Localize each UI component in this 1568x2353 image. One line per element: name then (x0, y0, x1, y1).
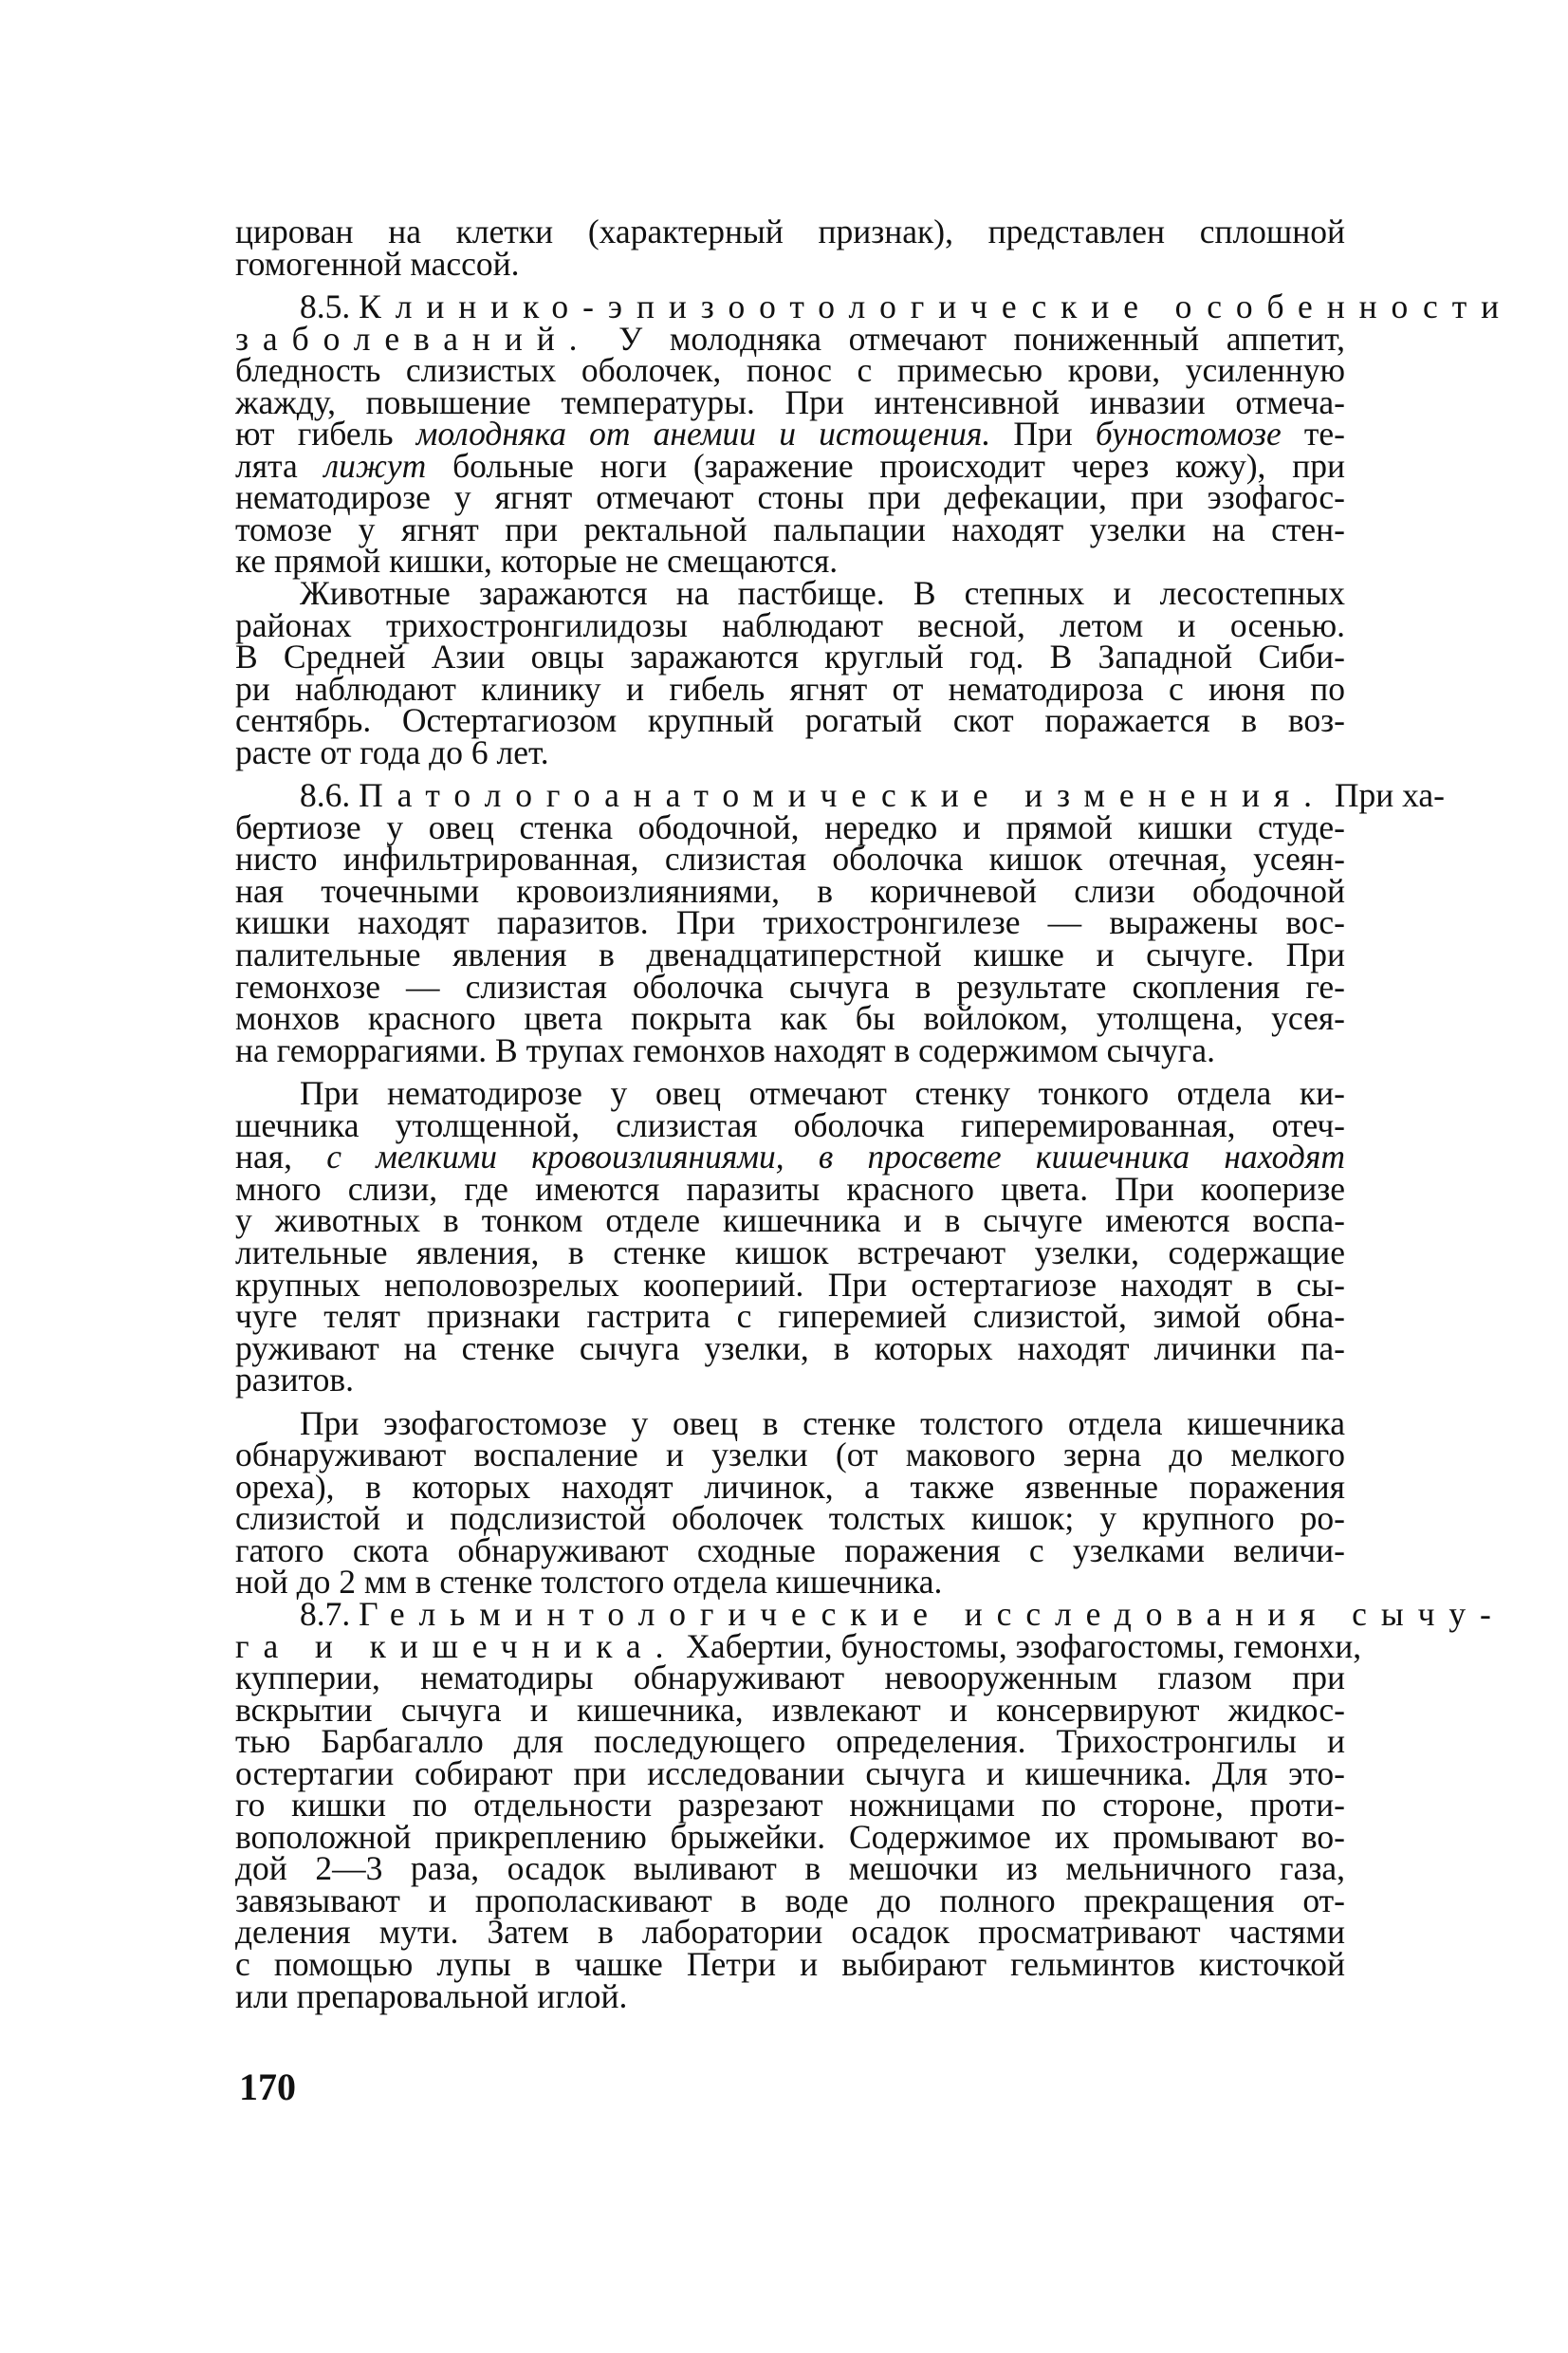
text-line: воположной прикреплению брыжейки. Содержимое их промывают во- (235, 1817, 1345, 1856)
text-line: завязывают и прополаскивают в воде до полного прекращения от- (235, 1881, 1345, 1919)
text-line: кишки находят паразитов. При трихостронгилезе — выражены вос- (235, 903, 1345, 942)
text-line: купперии, нематодиры обнаруживают невооруженным глазом при (235, 1658, 1345, 1697)
text-line (235, 446, 1346, 485)
text-line: шечника утолщенной, слизистая оболочка гиперемированная, отеч- (235, 1105, 1345, 1144)
text-span: больные ноги (заражение происходит через кожу), при (426, 446, 1346, 485)
section-heading (235, 287, 1514, 326)
text-line (235, 1626, 1362, 1665)
text-span: молодняка от анемии и истощения. (415, 415, 991, 454)
text-span: ная, (235, 1138, 327, 1176)
text-line: много слизи, где имеются паразиты красного цвета. При кооперизе (235, 1169, 1345, 1208)
text-line: ная точечными кровоизлияниями, в коричневой слизи ободочной (235, 871, 1345, 910)
text-line: обнаруживают воспаление и узелки (от макового зерна до мелкого (235, 1436, 1345, 1474)
text-line: с помощью лупы в чашке Петри и выбирают гельминтов кисточкой (235, 1944, 1345, 1983)
text-line: у животных в тонком отделе кишечника и в сычуге имеются воспа- (235, 1201, 1345, 1240)
text-line: дой 2—3 раза, осадок выливают в мешочки из мельничного газа, (235, 1849, 1345, 1888)
text-line: томозе у ягнят при ректальной пальпации находят узелки на стен- (235, 510, 1345, 548)
text-line (235, 1138, 1345, 1176)
page-text (235, 213, 1514, 2015)
section-number: 8.7. (300, 1594, 351, 1633)
text-line: вскрытии сычуга и кишечника, извлекают и консервируют жидкос- (235, 1690, 1345, 1729)
text-span: те- (1281, 415, 1346, 454)
text-line: остертагии собирают при исследовании сычуга и кишечника. Для это- (235, 1753, 1345, 1792)
text-span: лята (235, 446, 324, 485)
page-number: 170 (239, 2066, 296, 2108)
text-line: лительные явления, в стенке кишок встречают узелки, содержащие (235, 1232, 1345, 1271)
text-line: жажду, повышение температуры. При интенсивной инвазии отмеча- (235, 382, 1345, 421)
text-span: При (990, 415, 1096, 454)
text-span: буностомозе (1095, 415, 1282, 454)
text-line: или препаровальной иглой. (235, 1976, 628, 2015)
text-line: бертиозе у овец стенка ободочной, нередко и прямой кишки студе- (235, 807, 1345, 846)
text-line: гомогенной массой. (235, 244, 520, 283)
section-heading (235, 776, 1445, 815)
text-line: бледность слизистых оболочек, понос с примесью крови, усиленную (235, 351, 1345, 390)
text-line: тью Барбагалло для последующего определения. Трихостронгилы и (235, 1722, 1345, 1761)
section-title: Гельминтологические исследования сычу- (359, 1594, 1505, 1633)
text-line: слизистой и подслизистой оболочек толстых кишок; у крупного ро- (235, 1499, 1345, 1538)
text-line: гатого скота обнаруживают сходные поражения с узелками величи- (235, 1530, 1345, 1569)
section-title: заболеваний. (235, 319, 592, 358)
text-span: При ха- (1325, 776, 1445, 815)
text-line: руживают на стенке сычуга узелки, в которых находят личинки па- (235, 1328, 1345, 1367)
text-line: нематодирозе у ягнят отмечают стоны при дефекации, при эзофагос- (235, 478, 1345, 517)
text-line: ри наблюдают клинику и гибель ягнят от нематодироза с июня по (235, 669, 1345, 708)
text-line: расте от года до 6 лет. (235, 732, 549, 771)
text-line: В Средней Азии овцы заражаются круглый год. В Западной Сиби- (235, 638, 1345, 676)
section-title: Патологоанатомические изменения. (359, 776, 1326, 815)
text-line: цирован на клетки (характерный признак), представлен сплошной (235, 213, 1345, 250)
text-line: разитов. (235, 1361, 354, 1399)
text-line: палительные явления в двенадцатиперстной кишке и сычуге. При (235, 936, 1345, 974)
text-line: го кишки по отдельности разрезают ножницами по стороне, проти- (235, 1786, 1345, 1825)
text-line: районах трихостронгилидозы наблюдают весной, летом и осенью. (235, 605, 1345, 644)
text-line: При нематодирозе у овец отмечают стенку тонкого отдела ки- (300, 1074, 1345, 1113)
text-line: ореха), в которых находят личинок, а также язвенные поражения (235, 1467, 1345, 1506)
section-number: 8.5. (300, 287, 351, 326)
text-line (235, 319, 1345, 358)
text-span: ют гибель (235, 415, 416, 454)
text-line: нисто инфильтрированная, слизистая оболочка кишок отечная, усеян- (235, 840, 1345, 879)
section-title: Клинико-эпизоотологические особенности (359, 287, 1514, 326)
text-line (235, 415, 1346, 454)
text-span: с мелкими кровоизлияниями, в просвете кишечника находят (326, 1138, 1345, 1176)
section-title: га и кишечника. (235, 1626, 678, 1665)
text-line: крупных неполовозрелых коопериий. При остертагиозе находят в сы- (235, 1265, 1345, 1304)
text-line: ке прямой кишки, которые не смещаются. (235, 542, 839, 581)
text-line: деления мути. Затем в лаборатории осадок просматривают частями (235, 1913, 1345, 1952)
section-number: 8.6. (300, 776, 351, 815)
text-line: гемонхозе — слизистая оболочка сычуга в результате скопления ге- (235, 967, 1345, 1006)
text-span: Хабертии, буностомы, эзофагостомы, гемонхи, (677, 1626, 1362, 1665)
text-line: сентябрь. Остертагиозом крупный рогатый скот поражается в воз- (235, 701, 1345, 740)
text-span: лижут (323, 446, 427, 485)
text-line: чуге телят признаки гастрита с гиперемией слизистой, зимой обна- (235, 1297, 1345, 1336)
text-span: У молодняка отмечают пониженный аппетит, (591, 319, 1345, 358)
text-line: При эзофагостомозе у овец в стенке толстого отдела кишечника (300, 1403, 1345, 1442)
section-heading (235, 1594, 1505, 1633)
text-line: на геморрагиями. В трупах гемонхов находят в содержимом сычуга. (235, 1030, 1215, 1069)
text-line: Животные заражаются на пастбище. В степных и лесостепных (300, 574, 1345, 613)
text-line: монхов красного цвета покрыта как бы войлоком, утолщена, усея- (235, 999, 1345, 1038)
text-line: ной до 2 мм в стенке толстого отдела кишечника. (235, 1563, 943, 1602)
